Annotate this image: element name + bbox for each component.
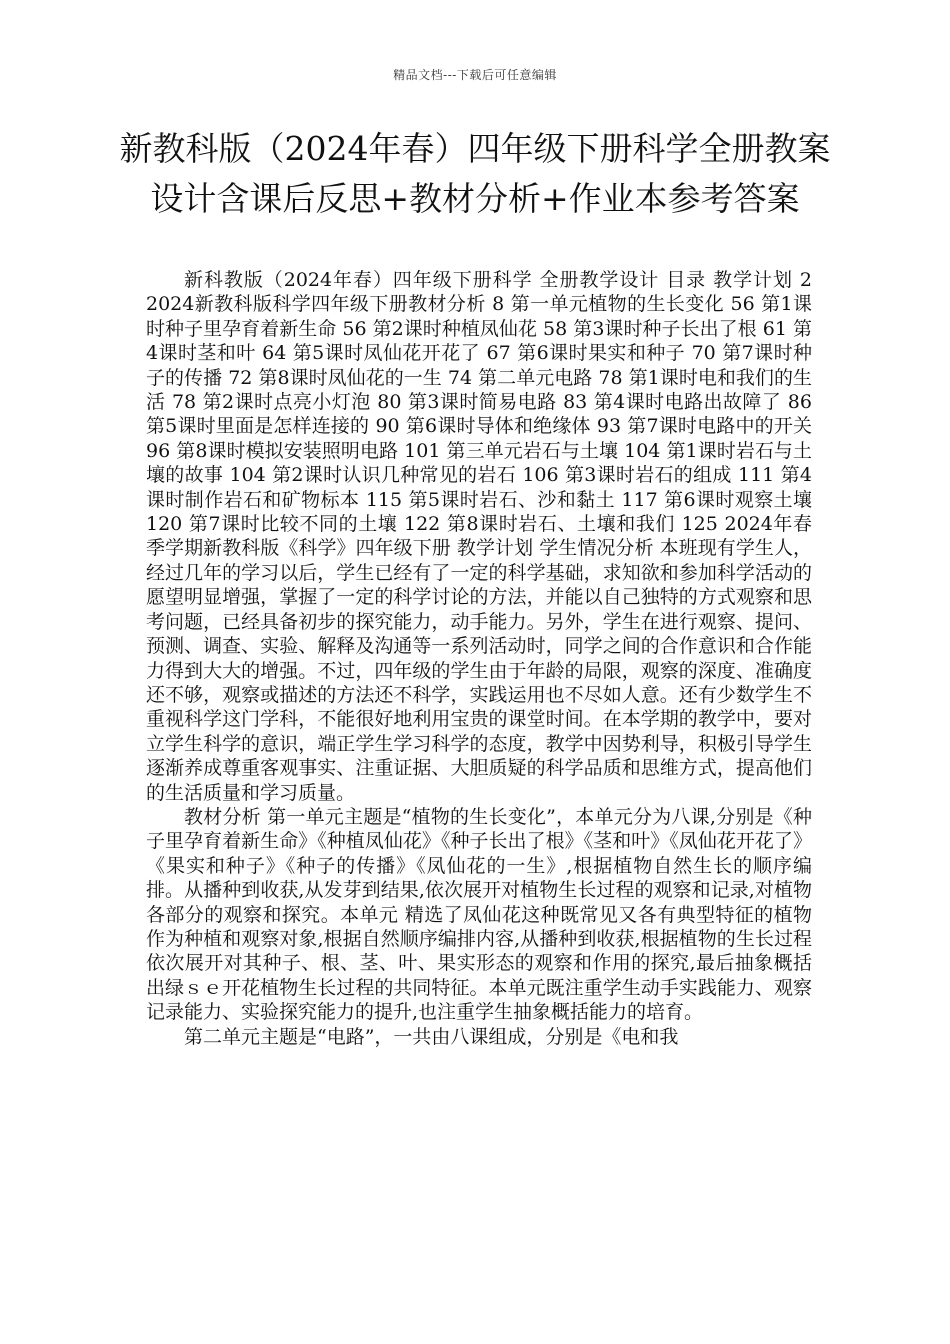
paragraph-unit-one-analysis: 教材分析 第一单元主题是“植物的生长变化”，本单元分为八课,分别是《种子里孕育着新生命》《种植凤仙花》《种子长出了根》《茎和叶》《凤仙花开花了》《果实和种子》《种子的传播》《凤仙花的一生》,根据植物自然生长的顺序编排。从播种到收获,从发芽到结果,依次展开对植物生长过程的观察和记录,对植物各部分的观察和探究。本单元 精选了凤仙花这种既常见又各有典型特征的植物作为种植和观察对象,根据自然顺序编排内容,从播种到收获,根据植物的生长过程依次展开对其种子、根、茎、叶、果实形态的观察和作用的探究,最后抽象概括出绿ｓｅ开花植物生长过程的共同特征。本单元既注重学生动手实践能力、观察记录能力、实验探究能力的提升,也注重学生抽象概括能力的培育。 bbox=[146, 805, 812, 1024]
header-note: 精品文档---下载后可任意编辑 bbox=[393, 68, 557, 82]
paragraph-toc-and-plan: 新科教版（2024年春）四年级下册科学 全册教学设计 目录 教学计划 2 2024新教科版科学四年级下册教材分析 8 第一单元植物的生长变化 56 第1课时种子里孕育着新生命 56 第2课时种植凤仙花 58 第3课时种子长出了根 61 第4课时茎和叶 64 第5课时凤仙花开花了 67 第6课时果实和种子 70 第7课时种子的传播 72 第8课时凤仙花的一生 74 第二单元电路 78 第1课时电和我们的生活 78 第2课时点亮小灯泡 80 第3课时简易电路 83 第4课时电路出故障了 86 第5课时里面是怎样连接的 90 第6课时导体和绝缘体 93 第7课时电路中的开关 96 第8课时模拟安装照明电路 101 第三单元岩石与土壤 104 第1课时岩石与土壤的故事 104 第2课时认识几种常见的岩石 106 第3课时岩石的组成 111 第4课时制作岩石和矿物标本 115 第5课时岩石、沙和黏土 117 第6课时观察土壤 120 第7课时比较不同的土壤 122 第8课时岩石、土壤和我们 125 2024年春季学期新教科版《科学》四年级下册 教学计划 学生情况分析 本班现有学生人，经过几年的学习以后，学生已经有了一定的科学基础，求知欲和参加科学活动的愿望明显增强，掌握了一定的科学讨论的方法，并能以自己独特的方式观察和思考问题，已经具备初步的探究能力，动手能力。另外，学生在进行观察、提问、预测、调查、实验、解释及沟通等一系列活动时，同学之间的合作意识和合作能力得到大大的增强。不过，四年级的学生由于年龄的局限，观察的深度、准确度还不够，观察或描述的方法还不科学，实践运用也不尽如人意。还有少数学生不重视科学这门学科，不能很好地利用宝贵的课堂时间。在本学期的教学中，要对立学生科学的意识，端正学生学习科学的态度，教学中因势利导，积极引导学生逐渐养成尊重客观事实、注重证据、大胆质疑的科学品质和思维方式，提高他们的生活质量和学习质量。 bbox=[146, 269, 812, 804]
paragraph-unit-two-intro: 第二单元主题是“电路”，一共由八课组成，分别是《电和我 bbox=[184, 1025, 679, 1048]
document-body bbox=[146, 268, 812, 1049]
document-title: 新教科版（2024年春）四年级下册科学全册教案设计含课后反思+教材分析+作业本参考答案 bbox=[119, 129, 831, 218]
